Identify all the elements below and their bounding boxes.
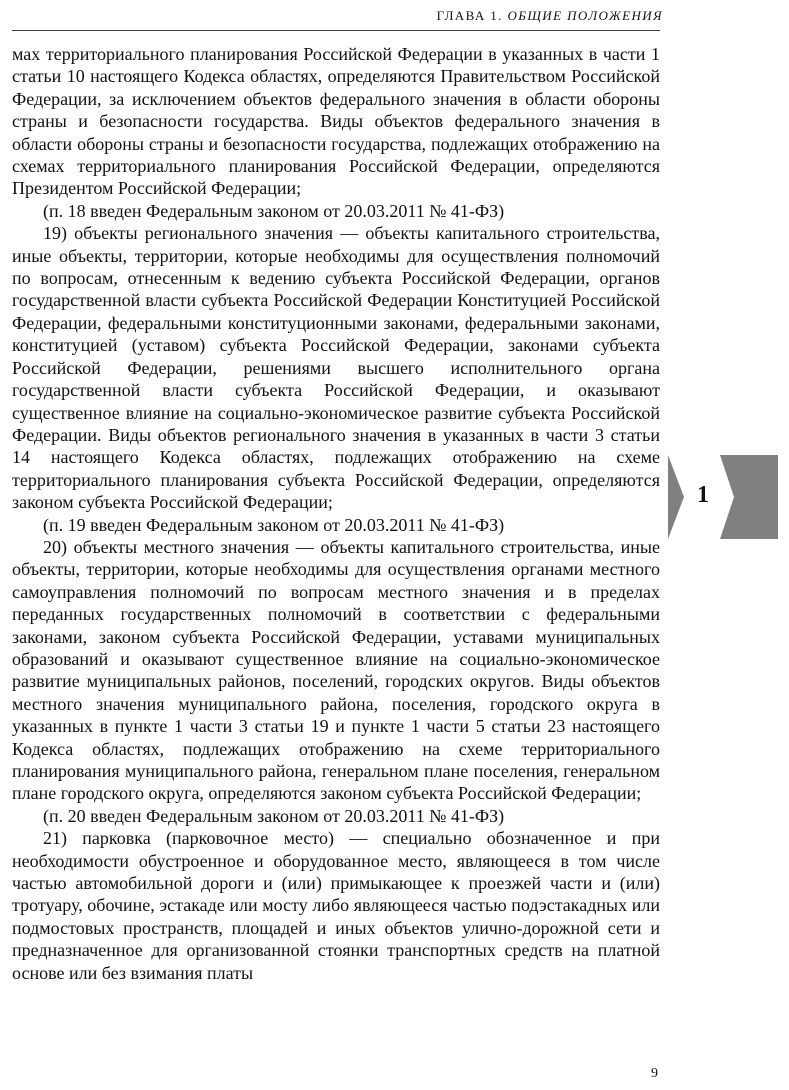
paragraph-item-21: 21) парковка (парковочное место) — специально обозначенное и при необходимости обустроенное и оборудованное место, являющееся в том числе частью автомобильной дороги и (или) примыкающее к проезжей части и (или) тротуару, обочине, эстакаде или мосту либо являющееся частью подэстакадных или подмостовых пространств, площадей и иных объектов улично-дорожной сети и предназначенное для организованной стоянки транспортных средств на платной основе или без взимания платы — [12, 828, 660, 983]
chapter-name: ОБЩИЕ ПОЛОЖЕНИЯ — [507, 8, 663, 23]
amendment-note: (п. 20 введен Федеральным законом от 20.03.2011 № 41-ФЗ) — [43, 805, 505, 826]
paragraph-item-19: 19) объекты регионального значения — объекты капитального строительства, иные объекты, территории, которые необходимы для осуществления полномочий по вопросам, отнесенным к ведению субъекта Российской Федерации, органов государственной власти субъекта Российской Федерации Конституцией Российской Федерации, федеральными конституционными законами, федеральными законами, конституцией (уставом) субъекта Российской Федерации, законами субъекта Российской Федерации, решениями высшего исполнительного органа государственной власти субъекта Российской Федерации, и оказывают существенное влияние на социально-экономическое развитие субъекта Российской Федерации. Виды объектов регионального значения в указанных в части 3 статьи 14 настоящего Кодекса областях, подлежащих отображению на схеме территориального планирования субъекта Российской Федерации, определяются законом субъекта Российской Федерации; — [12, 223, 660, 513]
running-header — [437, 8, 663, 24]
body-text — [12, 43, 660, 984]
paragraph-item-20: 20) объекты местного значения — объекты капитального строительства, иные объекты, территории, которые необходимы для осуществления органами местного самоуправления полномочий по вопросам местного значения и в пределах переданных государственных полномочий в соответствии с федеральными законами, законом субъекта Российской Федерации, уставами муниципальных образований и оказывают существенное влияние на социально-экономическое развитие муниципальных районов, поселений, городских округов. Виды объектов местного значения муниципального района, поселения, городского округа в указанных в пункте 1 части 3 статьи 19 и пункте 1 части 5 статьи 23 настоящего Кодекса областях, подлежащих отображению на схеме территориального планирования муниципального района, генеральном плане поселения, генеральном плане городского округа, определяются законом субъекта Российской Федерации; — [12, 536, 660, 804]
chapter-label: ГЛАВА 1. — [436, 8, 503, 23]
header-rule — [12, 30, 660, 31]
amendment-note: (п. 19 введен Федеральным законом от 20.03.2011 № 41-ФЗ) — [43, 514, 505, 535]
thumb-tab-arrow-icon — [668, 455, 778, 539]
chapter-thumb-tab — [668, 455, 778, 539]
thumb-tab-right-block — [720, 455, 778, 539]
amendment-note: (п. 18 введен Федеральным законом от 20.03.2011 № 41-ФЗ) — [43, 200, 505, 221]
page-number: 9 — [651, 1066, 658, 1081]
thumb-tab-left-chevron — [668, 455, 684, 539]
paragraph-continuation: мах территориального планирования Российской Федерации в указанных в части 1 статьи 10 настоящего Кодекса областях, определяются Правительством Российской Федерации, за исключением объектов федерального значения в области обороны страны и безопасности государства. Виды объектов федерального значения в области обороны страны и безопасности государства, подлежащих отображению на схемах территориального планирования Российской Федерации, определяются Президентом Российской Федерации; — [12, 44, 660, 199]
chapter-number: 1 — [697, 482, 709, 508]
